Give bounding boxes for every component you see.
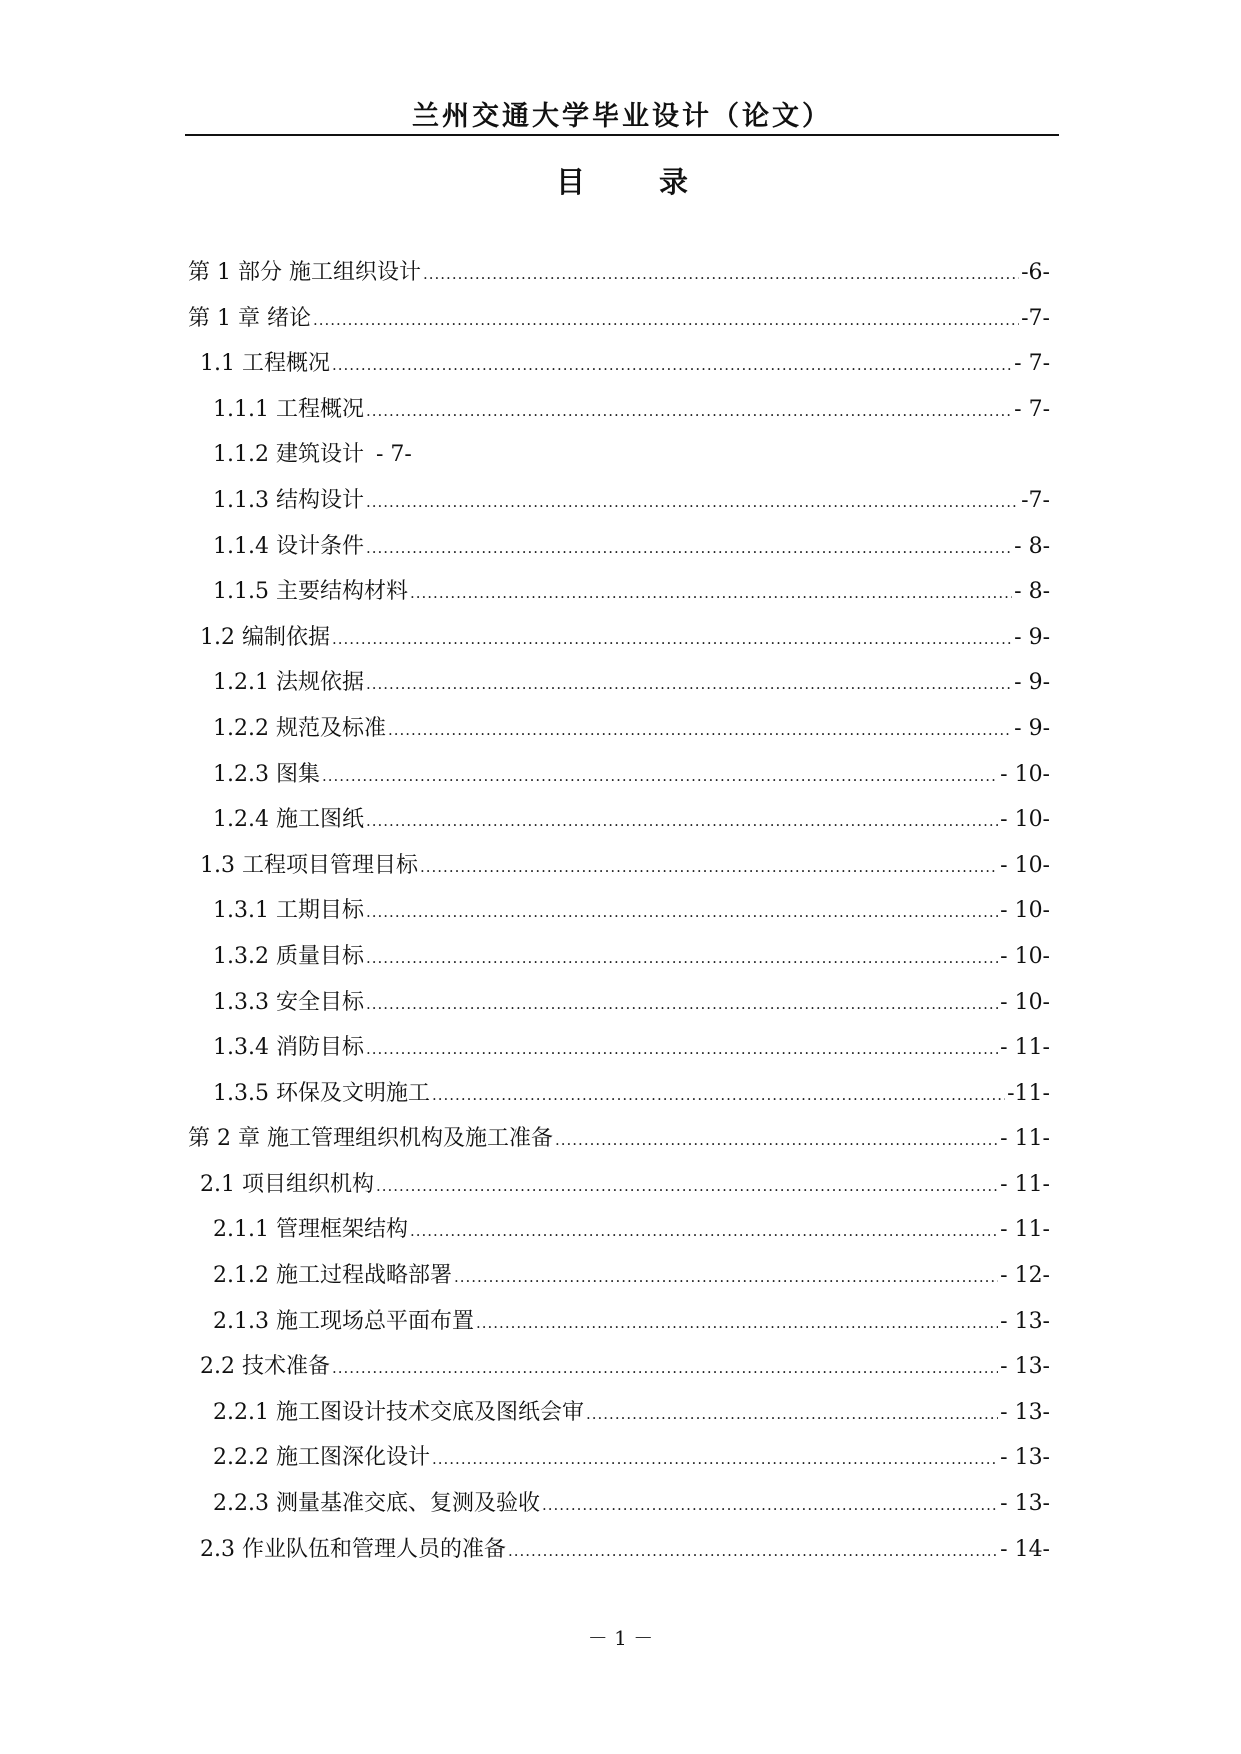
toc-entry[interactable] — [188, 1253, 1050, 1299]
toc-entry-label: 2.2.2 施工图深化设计 — [213, 1445, 430, 1471]
toc-entry-label: 第 1 章 绪论 — [188, 305, 311, 331]
toc-entry-page: - 10- — [1000, 852, 1050, 878]
toc-entry-label: 1.3.1 工期目标 — [213, 898, 364, 924]
toc-entry[interactable] — [188, 1527, 1050, 1573]
toc-entry[interactable] — [188, 797, 1050, 843]
toc-entry-page: - 13- — [1000, 1354, 1050, 1380]
toc-dot-leader — [476, 1301, 998, 1347]
toc-dot-leader — [432, 1073, 1005, 1119]
toc-dot-leader — [366, 389, 1012, 435]
toc-dot-leader — [366, 526, 1012, 572]
toc-dot-leader — [432, 1437, 998, 1483]
toc-entry-label: 1.3.2 质量目标 — [213, 943, 364, 969]
toc-entry-page: - 13- — [1000, 1308, 1050, 1334]
toc-entry-label: 1.1.1 工程概况 — [213, 396, 364, 422]
toc-entry-label: 1.2.3 图集 — [213, 761, 320, 787]
toc-entry-page: -7- — [1021, 487, 1050, 513]
toc-dot-leader — [332, 617, 1012, 663]
page-number: － 1 － — [587, 1626, 654, 1650]
toc-entry[interactable] — [188, 1116, 1050, 1162]
toc-entry-page: - 11- — [1000, 1126, 1050, 1152]
toc-entry-page: - 12- — [1000, 1263, 1050, 1289]
toc-entry-label: 2.2.3 测量基准交底、复测及验收 — [213, 1491, 540, 1517]
toc-dot-leader — [366, 890, 998, 936]
toc-entry[interactable] — [188, 1481, 1050, 1527]
toc-dot-leader — [332, 343, 1012, 389]
toc-entry[interactable] — [188, 1344, 1050, 1390]
toc-entry-page: - 7- — [1014, 396, 1050, 422]
toc-entry[interactable] — [188, 660, 1050, 706]
toc-entry-page: - 8- — [1014, 579, 1050, 605]
toc-dot-leader — [366, 662, 1012, 708]
toc-entry-page: - 13- — [1000, 1399, 1050, 1425]
toc-entry[interactable] — [188, 1071, 1050, 1117]
toc-dot-leader — [366, 982, 998, 1028]
toc-entry-label: 2.1 项目组织机构 — [200, 1171, 374, 1197]
toc-dot-leader — [332, 1346, 998, 1392]
table-of-contents — [188, 250, 1050, 1572]
toc-dot-leader — [420, 845, 998, 891]
toc-entry-label: 第 2 章 施工管理组织机构及施工准备 — [188, 1126, 553, 1152]
toc-dot-leader — [313, 298, 1019, 344]
toc-entry-page: - 10- — [1000, 943, 1050, 969]
toc-entry-label: 1.1.4 设计条件 — [213, 533, 364, 559]
toc-entry[interactable] — [188, 1390, 1050, 1436]
toc-entry-label: 1.1.2 建筑设计 — [213, 442, 364, 468]
toc-entry-page: - 7- — [1014, 351, 1050, 377]
toc-entry[interactable] — [188, 478, 1050, 524]
header-rule — [185, 134, 1059, 136]
toc-entry-page: - 9- — [1014, 670, 1050, 696]
toc-entry-page: - 10- — [1000, 989, 1050, 1015]
toc-title: 目 录 — [555, 165, 721, 199]
toc-entry-page: -6- — [1021, 260, 1050, 285]
toc-entry-label: 1.1 工程概况 — [200, 351, 330, 377]
toc-entry-label: 2.1.1 管理框架结构 — [213, 1217, 408, 1243]
toc-entry-page: - 13- — [1000, 1491, 1050, 1517]
toc-entry-page: - 9- — [1014, 715, 1050, 741]
toc-entry[interactable] — [188, 934, 1050, 980]
toc-entry-label: 第 1 部分 施工组织设计 — [188, 260, 421, 285]
toc-entry[interactable] — [188, 1025, 1050, 1071]
toc-dot-leader — [423, 252, 1019, 298]
toc-entry-label: 1.2.4 施工图纸 — [213, 807, 364, 833]
toc-entry-page: - 10- — [1000, 761, 1050, 787]
toc-dot-leader — [322, 754, 998, 800]
toc-entry[interactable] — [188, 615, 1050, 661]
toc-entry-label: 1.1.3 结构设计 — [213, 487, 364, 513]
toc-entry-label: 2.1.3 施工现场总平面布置 — [213, 1308, 474, 1334]
toc-entry-label: 1.1.5 主要结构材料 — [213, 579, 408, 605]
toc-dot-leader — [410, 1209, 998, 1255]
toc-dot-leader — [410, 571, 1012, 617]
toc-entry-label: 2.2.1 施工图设计技术交底及图纸会审 — [213, 1399, 584, 1425]
toc-dot-leader — [388, 708, 1012, 754]
toc-entry-page: - 9- — [1014, 624, 1050, 650]
toc-entry-label: 2.2 技术准备 — [200, 1354, 330, 1380]
toc-entry-label: 1.2.2 规范及标准 — [213, 715, 386, 741]
toc-dot-leader — [454, 1255, 998, 1301]
toc-entry-label: 1.2 编制依据 — [200, 624, 330, 650]
toc-entry[interactable] — [188, 432, 1050, 478]
toc-entry-page: - 13- — [1000, 1445, 1050, 1471]
toc-entry-label: 2.1.2 施工过程战略部署 — [213, 1263, 452, 1289]
toc-entry-page: -11- — [1007, 1080, 1050, 1106]
toc-entry[interactable] — [188, 296, 1050, 342]
toc-entry[interactable] — [188, 706, 1050, 752]
toc-dot-leader — [555, 1118, 998, 1164]
toc-entry-page: -7- — [1021, 305, 1050, 331]
toc-entry-page: - 10- — [1000, 807, 1050, 833]
toc-entry[interactable] — [188, 387, 1050, 433]
toc-entry[interactable] — [188, 1299, 1050, 1345]
toc-dot-leader — [376, 1164, 998, 1210]
toc-entry-label: 1.3 工程项目管理目标 — [200, 852, 418, 878]
toc-entry-label: 1.2.1 法规依据 — [213, 670, 364, 696]
toc-entry[interactable] — [188, 980, 1050, 1026]
toc-entry-page: - 7- — [375, 442, 412, 468]
toc-entry-label: 1.3.5 环保及文明施工 — [213, 1080, 430, 1106]
toc-entry[interactable] — [188, 341, 1050, 387]
toc-entry[interactable] — [188, 524, 1050, 570]
toc-dot-leader — [366, 480, 1019, 526]
toc-dot-leader — [366, 936, 998, 982]
toc-dot-leader — [508, 1529, 998, 1575]
toc-entry-page: - 8- — [1014, 533, 1050, 559]
page-header-title: 兰州交通大学毕业设计（论文） — [412, 101, 832, 132]
toc-entry[interactable] — [188, 569, 1050, 615]
toc-dot-leader — [542, 1483, 998, 1529]
toc-entry-label: 1.3.4 消防目标 — [213, 1035, 364, 1061]
toc-entry[interactable] — [188, 888, 1050, 934]
toc-dot-leader — [586, 1392, 998, 1438]
toc-entry-label: 2.3 作业队伍和管理人员的准备 — [200, 1536, 506, 1562]
toc-entry[interactable] — [188, 1435, 1050, 1481]
toc-entry-page: - 11- — [1000, 1035, 1050, 1061]
toc-entry-page: - 14- — [1000, 1536, 1050, 1562]
toc-dot-leader — [366, 1027, 998, 1073]
toc-entry[interactable] — [188, 843, 1050, 889]
toc-dot-leader — [366, 799, 998, 845]
toc-entry[interactable] — [188, 1207, 1050, 1253]
toc-entry-page: - 11- — [1000, 1171, 1050, 1197]
toc-entry[interactable] — [188, 752, 1050, 798]
toc-entry[interactable] — [188, 250, 1050, 296]
toc-entry[interactable] — [188, 1162, 1050, 1208]
toc-entry-page: - 11- — [1000, 1217, 1050, 1243]
toc-entry-label: 1.3.3 安全目标 — [213, 989, 364, 1015]
toc-entry-page: - 10- — [1000, 898, 1050, 924]
